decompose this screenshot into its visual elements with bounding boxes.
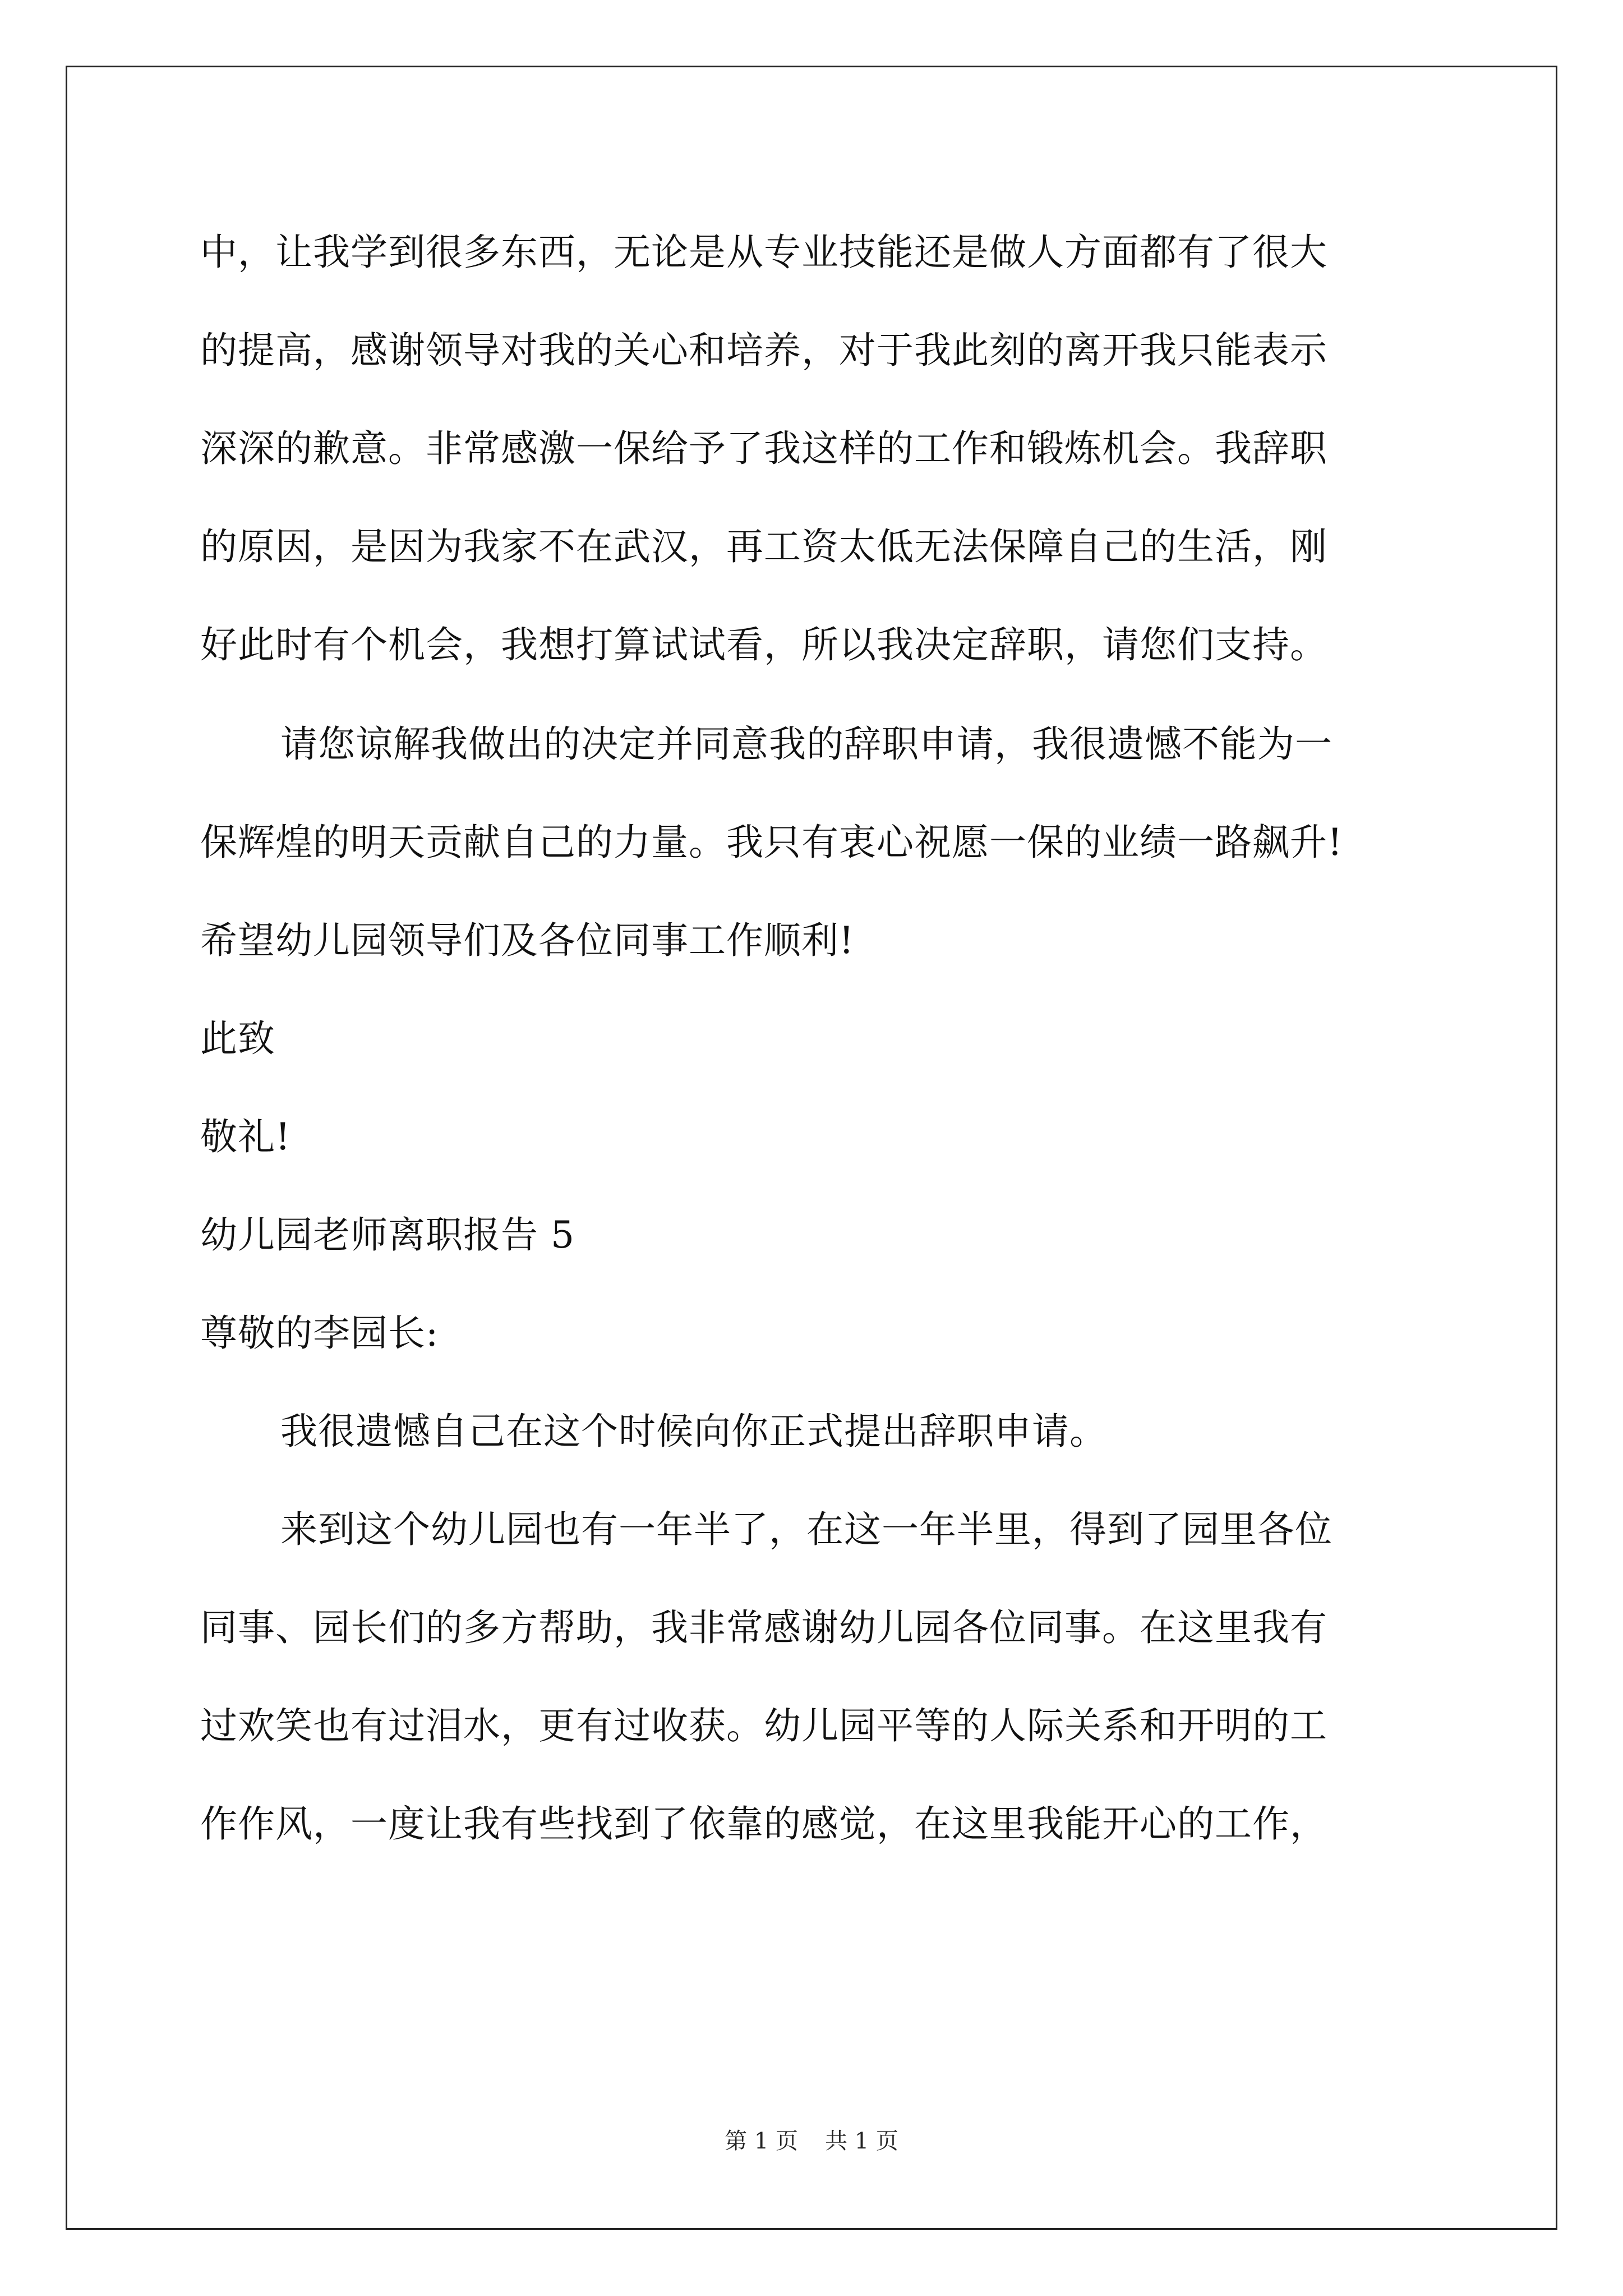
- paragraph-start: 来到这个幼儿园也有一年半了，在这一年半里，得到了园里各位: [280, 1508, 1332, 1551]
- page-total: 共 1 页: [825, 2128, 898, 2154]
- text-line: 作作风，一度让我有些找到了依靠的感觉，在这里我能开心的工作，: [200, 1802, 1327, 1846]
- page-number: 第 1 页: [725, 2128, 798, 2154]
- closing-salute: 敬礼!: [200, 1115, 291, 1158]
- text-line: 深深的歉意。非常感激一保给予了我这样的工作和锻炼机会。我辞职: [200, 427, 1327, 470]
- closing-phrase: 此致: [200, 1017, 275, 1060]
- paragraph-start: 我很遗憾自己在这个时候向你正式提出辞职申请。: [280, 1410, 1107, 1453]
- text-line: 好此时有个机会，我想打算试试看，所以我决定辞职，请您们支持。: [200, 623, 1327, 666]
- text-line: 中，让我学到很多东西，无论是从专业技能还是做人方面都有了很大: [200, 231, 1327, 274]
- text-line: 同事、园长们的多方帮助，我非常感谢幼儿园各位同事。在这里我有: [200, 1606, 1327, 1649]
- text-line: 的提高，感谢领导对我的关心和培养，对于我此刻的离开我只能表示: [200, 329, 1327, 372]
- section-title: 幼儿园老师离职报告 5: [200, 1213, 575, 1257]
- text-line: 的原因，是因为我家不在武汉，再工资太低无法保障自己的生活，刚: [200, 525, 1327, 568]
- paragraph-start: 请您谅解我做出的决定并同意我的辞职申请，我很遗憾不能为一: [280, 723, 1332, 766]
- text-line: 保辉煌的明天贡献自己的力量。我只有衷心祝愿一保的业绩一路飙升!: [200, 821, 1343, 864]
- salutation: 尊敬的李园长:: [200, 1312, 439, 1355]
- page-footer: [0, 2127, 1623, 2155]
- text-line: 过欢笑也有过泪水，更有过收获。幼儿园平等的人际关系和开明的工: [200, 1704, 1327, 1747]
- text-line: 希望幼儿园领导们及各位同事工作顺利!: [200, 919, 855, 962]
